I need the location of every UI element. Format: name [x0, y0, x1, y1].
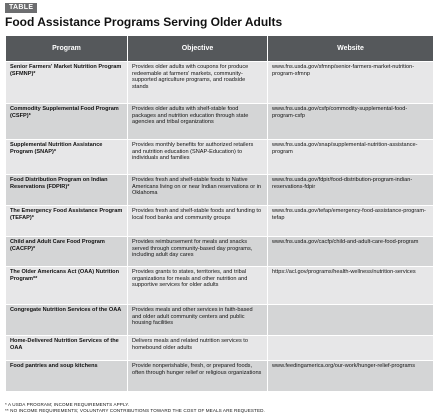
program-name: Supplemental Nutrition Assistance Program (SNAP)* — [6, 140, 128, 175]
page-title: Food Assistance Programs Serving Older Adults — [5, 15, 283, 29]
table-row — [6, 336, 434, 361]
table-row — [6, 62, 434, 104]
program-objective: Delivers meals and related nutrition services to homebound older adults — [128, 336, 268, 361]
program-objective: Provides grants to states, territories, and tribal organizations for meals and other nutrition and supportive services for older adults — [128, 267, 268, 305]
program-name: Food Distribution Program on Indian Reservations (FDPIR)* — [6, 175, 128, 206]
column-header-program: Program — [6, 36, 128, 62]
program-objective: Provides fresh and shelf-stable foods and funding to local food banks and community groups — [128, 206, 268, 237]
footnote-no-income: ** NO INCOME REQUIREMENTS; VOLUNTARY CONTRIBUTIONS TOWARD THE COST OF MEALS ARE REQUESTED. — [5, 408, 265, 413]
table-tag: TABLE — [5, 3, 37, 13]
table-row — [6, 206, 434, 237]
table-row — [6, 237, 434, 267]
table-row — [6, 140, 434, 175]
program-objective: Provides older adults with shelf-stable food packages and nutrition education through state agencies and tribal organizations — [128, 104, 268, 140]
program-website: https://acl.gov/programs/health-wellness/nutrition-services — [268, 267, 434, 305]
program-objective: Provides fresh and shelf-stable foods to Native Americans living on or near Indian reservations or in Oklahoma — [128, 175, 268, 206]
programs-table — [5, 35, 434, 392]
program-name: Home-Delivered Nutrition Services of the OAA — [6, 336, 128, 361]
program-objective: Provides meals and other services in faith-based and older adult community centers and public housing facilities — [128, 305, 268, 336]
table-row — [6, 305, 434, 336]
program-website: www.fns.usda.gov/cacfp/child-and-adult-care-food-program — [268, 237, 434, 267]
program-objective: Provides monthly benefits for authorized retailers and nutrition education (SNAP-Education) to individuals and families — [128, 140, 268, 175]
footnotes — [5, 402, 433, 414]
program-website — [268, 336, 434, 361]
program-website: www.fns.usda.gov/snap/supplemental-nutrition-assistance-program — [268, 140, 434, 175]
table-row — [6, 104, 434, 140]
program-name: Commodity Supplemental Food Program (CSFP)* — [6, 104, 128, 140]
table-header-row — [6, 36, 434, 62]
program-name: Congregate Nutrition Services of the OAA — [6, 305, 128, 336]
program-objective: Provides reimbursement for meals and snacks served through community-based day programs, including adult day cares — [128, 237, 268, 267]
program-website: www.fns.usda.gov/sfmnp/senior-farmers-market-nutrition-program-sfmnp — [268, 62, 434, 104]
column-header-website: Website — [268, 36, 434, 62]
program-website: www.feedingamerica.org/our-work/hunger-relief-programs — [268, 361, 434, 392]
table-row — [6, 267, 434, 305]
program-objective: Provides older adults with coupons for produce redeemable at farmers' markets, community-supported agriculture programs, and roadside stands — [128, 62, 268, 104]
program-website — [268, 305, 434, 336]
table-row — [6, 361, 434, 392]
program-objective: Provide nonperishable, fresh, or prepared foods, often through hunger relief or religious organizations — [128, 361, 268, 392]
program-website: www.fns.usda.gov/csfp/commodity-supplemental-food-program-csfp — [268, 104, 434, 140]
program-website: www.fns.usda.gov/fdpir/food-distribution-program-indian-reservations-fdpir — [268, 175, 434, 206]
program-name: Child and Adult Care Food Program (CACFP)* — [6, 237, 128, 267]
footnote-usda: * A USDA PROGRAM; INCOME REQUIREMENTS APPLY. — [5, 402, 130, 407]
table-row — [6, 175, 434, 206]
program-name: The Emergency Food Assistance Program (TEFAP)* — [6, 206, 128, 237]
column-header-objective: Objective — [128, 36, 268, 62]
program-name: Food pantries and soup kitchens — [6, 361, 128, 392]
program-name: Senior Farmers' Market Nutrition Program (SFMNP)* — [6, 62, 128, 104]
program-website: www.fns.usda.gov/tefap/emergency-food-assistance-program-tefap — [268, 206, 434, 237]
program-name: The Older Americans Act (OAA) Nutrition Program** — [6, 267, 128, 305]
